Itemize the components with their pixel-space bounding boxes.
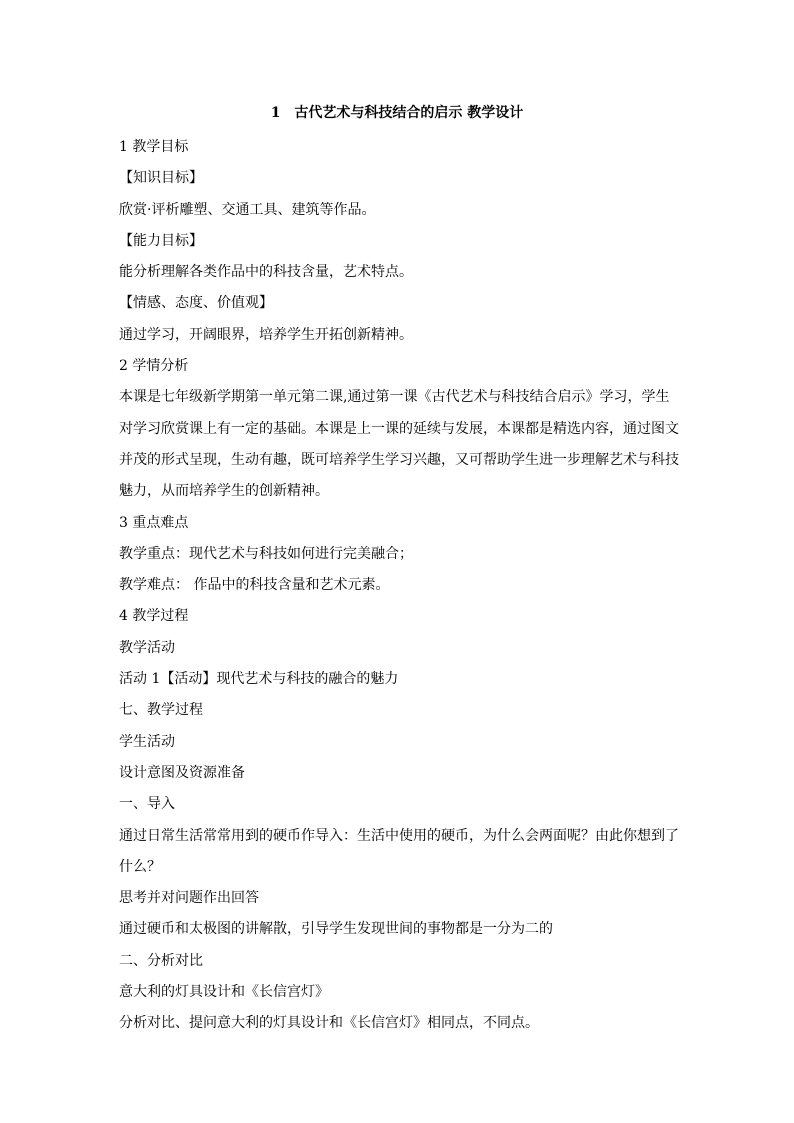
paragraph-line: 二、分析对比: [119, 952, 203, 969]
paragraph-line: 活动 1【活动】现代艺术与科技的融合的魅力: [119, 671, 399, 688]
paragraph-line: 通过学习，开阔眼界，培养学生开拓创新精神。: [119, 326, 413, 343]
document-body: [119, 132, 681, 1040]
subheading-knowledge-goals: 【知识目标】: [119, 170, 203, 187]
paragraph-line: 本课是七年级新学期第一单元第二课,通过第一课《古代艺术与科技结合启示》学习，学生: [119, 389, 670, 406]
paragraph-line: 思考并对问题作出回答: [119, 890, 259, 907]
paragraph-line: 魅力，从而培养学生的创新精神。: [119, 483, 329, 500]
paragraph-line: 教学活动: [119, 639, 175, 656]
subheading-ability-goals: 【能力目标】: [119, 232, 203, 249]
section-heading-student-analysis: 2 学情分析: [119, 358, 189, 375]
paragraph-line: 通过硬币和太极图的讲解散，引导学生发现世间的事物都是一分为二的: [119, 921, 553, 938]
paragraph-line: 七、教学过程: [119, 702, 203, 719]
section-heading-teaching-goals: 1 教学目标: [119, 139, 189, 155]
paragraph-line: 并茂的形式呈现，生动有趣，既可培养学生学习兴趣，又可帮助学生进一步理解艺术与科技: [119, 451, 679, 468]
section-heading-key-points: 3 重点难点: [119, 514, 189, 531]
paragraph-line: 通过日常生活常常用到的硬币作导入：生活中使用的硬币，为什么会两面呢？由此你想到了: [119, 827, 679, 844]
subheading-emotion-goals: 【情感、态度、价值观】: [119, 295, 273, 312]
paragraph-line: 分析对比、提问意大利的灯具设计和《长信宫灯》相同点，不同点。: [119, 1015, 539, 1032]
paragraph-line: 能分析理解各类作品中的科技含量，艺术特点。: [119, 264, 413, 281]
paragraph-line: 对学习欣赏课上有一定的基础。本课是上一课的延续与发展，本课都是精选内容，通过图文: [119, 420, 679, 437]
paragraph-line: 意大利的灯具设计和《长信宫灯》: [119, 984, 329, 1001]
paragraph-line: 什么？: [119, 858, 161, 875]
paragraph-line: 教学难点： 作品中的科技含量和艺术元素。: [119, 577, 390, 594]
paragraph-line: 教学重点：现代艺术与科技如何进行完美融合；: [119, 545, 413, 562]
document-title: 1 古代艺术与科技结合的启示 教学设计: [270, 105, 524, 121]
paragraph-line: 一、导入: [119, 796, 175, 813]
paragraph-line: 设计意图及资源准备: [119, 764, 245, 781]
section-heading-teaching-process: 4 教学过程: [119, 608, 189, 625]
paragraph-line: 学生活动: [119, 733, 175, 750]
paragraph-line: 欣赏·评析雕塑、交通工具、建筑等作品。: [119, 201, 376, 218]
